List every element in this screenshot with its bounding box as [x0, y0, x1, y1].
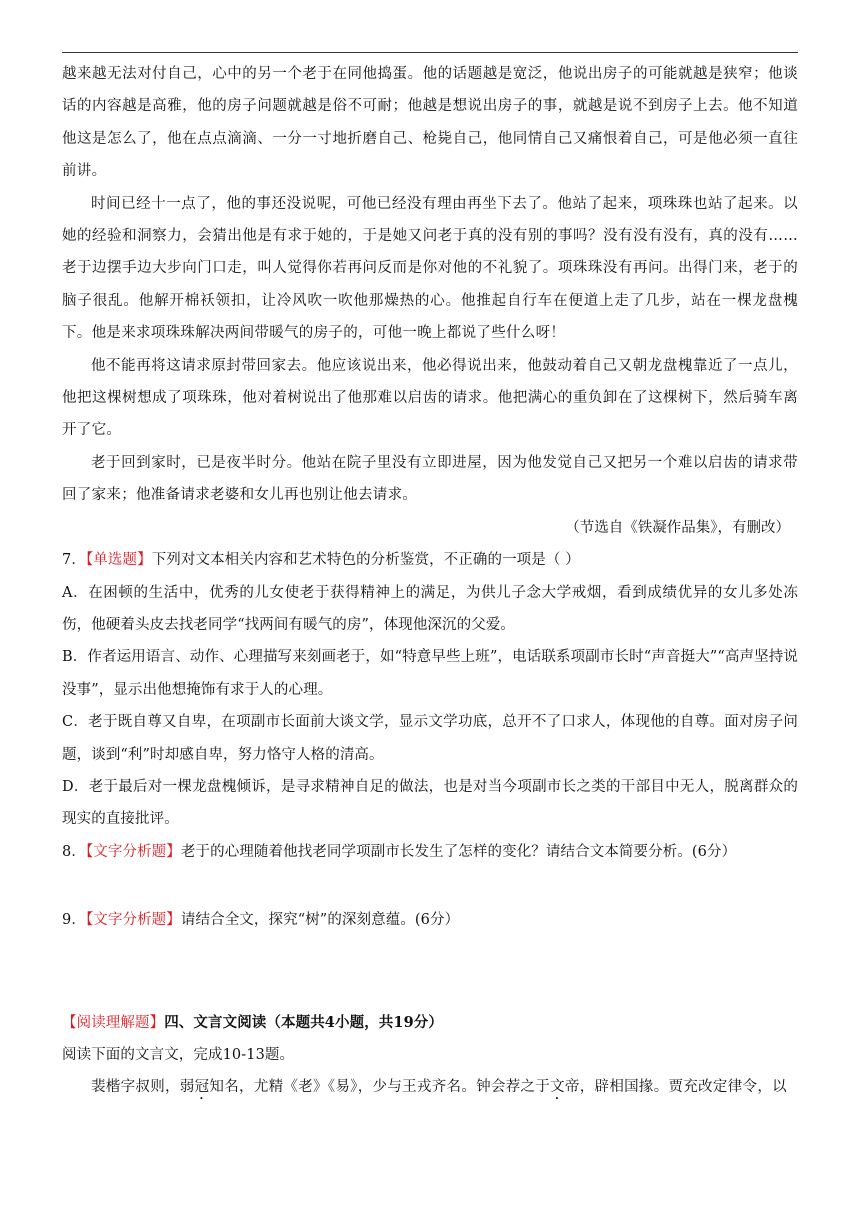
question-7-option-c: C．老于既自尊又自卑，在项副市长面前大谈文学，显示文学功底，总开不了口求人，体现他的自尊。面对房子问题，谈到“利”时却感自卑，努力恪守人格的清高。 — [62, 714, 798, 763]
question-text: 请结合全文，探究“树”的深刻意蕴。(6分） — [180, 912, 460, 929]
classical-text-segment: 裴楷字叔则，弱 — [91, 1079, 195, 1096]
question-text: 下列对文本相关内容和艺术特色的分析鉴赏，不正确的一项是（ ） — [151, 552, 580, 569]
question-type-tag: 【文字分析题】 — [85, 843, 181, 860]
question-number: 7． — [62, 552, 86, 569]
document-body — [62, 58, 798, 1104]
passage-paragraph-2: 时间已经十一点了，他的事还没说呢，可他已经没有理由再坐下去了。他站了起来，项珠珠也站了起来。以她的经验和洞察力，会猜出他是有求于她的，于是她又问老于真的没有别的事吗？没有没有没有，真的没有……老于边摆手边大步向门口走，叫人觉得你若再问反而是你对他的不礼貌了。项珠珠没有再问。出得门来，老于的脑子很乱。他解开棉袄领扣，让冷风吹一吹他那燥热的心。他推起自行车在便道上走了几步，站在一棵龙盘槐下。他是来求项珠珠解决两间带暖气的房子的，可他一晚上都说了些什么呀！ — [62, 195, 798, 342]
question-type-tag: 【文字分析题】 — [85, 912, 181, 929]
classical-text-paragraph — [62, 1071, 798, 1103]
question-text: 老于的心理随着他找老同学项副市长发生了怎样的变化？请结合文本简要分析。(6分） — [180, 843, 737, 860]
answer-space — [62, 868, 798, 904]
question-9-stem — [62, 904, 798, 936]
emphasized-character: 冠 — [194, 1079, 210, 1096]
passage-paragraph-1: 越来越无法对付自己，心中的另一个老于在同他捣蛋。他的话题越是宽泛，他说出房子的可能就越是狭窄；他谈话的内容越是高雅，他的房子问题就越是俗不可耐；他越是想说出房子的事，就越是说不到房子上去。他不知道他这是怎么了，他在点点滴滴、一分一寸地折磨自己、枪毙自己，他同情自己又痛恨着自己，可是他必须一直往前讲。 — [62, 66, 798, 180]
passage-paragraph-3: 他不能再将这请求原封带回家去。他应该说出来，他必得说出来，他鼓动着自己又朝龙盘槐靠近了一点儿，他把这棵树想成了项珠珠，他对着树说出了他那难以启齿的请求。他把满心的重负卸在了这棵树下，然后骑车离开了它。 — [62, 357, 798, 439]
question-7-stem — [62, 544, 798, 576]
question-7-option-d: D．老于最后对一棵龙盘槐倾诉，是寻求精神自足的做法，也是对当今项副市长之类的干部目中无人，脱离群众的现实的直接批评。 — [62, 778, 798, 828]
passage-paragraph-4: 老于回到家时，已是夜半时分。他站在院子里没有立即进屋，因为他发觉自己又把另一个难以启齿的请求带回了家来；他准备请求老婆和女儿再也别让他去请求。 — [62, 454, 798, 504]
question-7-option-a: A．在困顿的生活中，优秀的儿女使老于获得精神上的满足，为供儿子念大学戒烟，看到成绩优异的女儿多处冻伤，他硬着头皮去找老同学“找两间有暖气的房”，体现他深沉的父爱。 — [62, 584, 798, 633]
section-4-heading — [62, 1007, 798, 1039]
section-4-instruction: 阅读下面的文言文，完成10-13题。 — [62, 1046, 295, 1063]
passage-source: （节选自《铁凝作品集》，有删改） — [565, 519, 790, 536]
question-8-stem — [62, 836, 798, 868]
classical-text-segment: 帝，辟相国掾。贾充改定律令，以 — [564, 1079, 787, 1096]
answer-space — [62, 937, 798, 1007]
question-number: 9． — [62, 912, 86, 929]
section-title: 四、文言文阅读（本题共4小题，共19分） — [164, 1013, 443, 1031]
emphasized-character: 文 — [550, 1079, 565, 1096]
classical-text-segment: 知名，尤精《老》《易》，少与王戎齐名。钟会荐之于 — [209, 1079, 551, 1096]
question-type-tag: 【单选题】 — [85, 552, 152, 569]
header-rule — [62, 52, 798, 53]
question-7-option-b: B．作者运用语言、动作、心理描写来刻画老于，如“特意早些上班”，电话联系项副市长时“声音挺大”“高声坚持说没事”，显示出他想掩饰有求于人的心理。 — [62, 649, 798, 698]
section-type-tag: 【阅读理解题】 — [62, 1014, 165, 1031]
question-number: 8． — [62, 843, 86, 860]
